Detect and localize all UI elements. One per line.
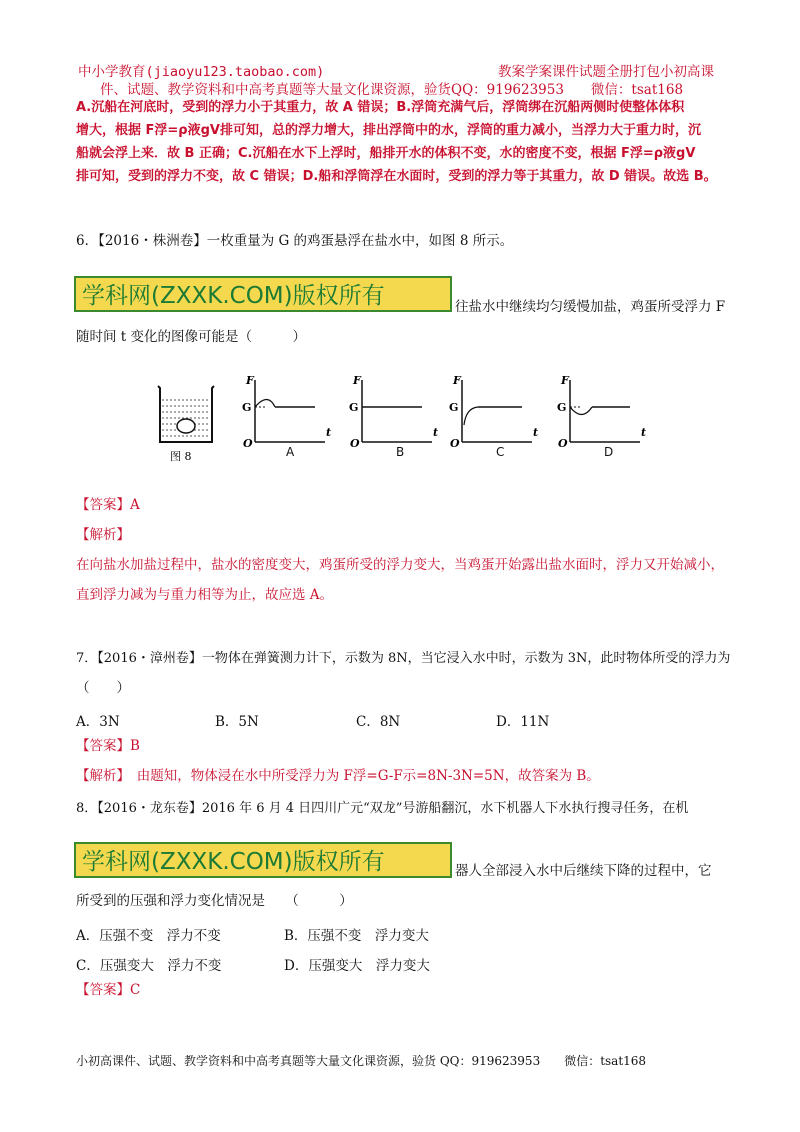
axis-G: G (242, 401, 252, 414)
axis-O: O (558, 437, 568, 450)
graph-label-A: A (286, 445, 295, 459)
q6-analysis-line: 在向盐水加盐过程中，盐水的密度变大，鸡蛋所受的浮力变大，当鸡蛋开始露出盐水面时，浮力又开始减小， (76, 557, 724, 573)
figure-caption: 图 8 (170, 450, 192, 463)
axis-F: F (353, 374, 361, 387)
graph-A (242, 374, 331, 450)
q7-option-A: A．3N (76, 714, 120, 730)
graph-label-C: C (496, 445, 505, 459)
header-left: 中小学教育(jiaoyu123.taobao.com) (78, 64, 325, 80)
q6-stem-line2: 往盐水中继续均匀缓慢加盐，鸡蛋所受浮力 F (455, 299, 726, 315)
egg-icon (177, 419, 195, 433)
graph-D (557, 374, 646, 450)
header-line2: 件、试题、教学资料和中高考真题等大量文化课资源，验货QQ：919623953 微信：tsat168 (100, 82, 684, 98)
q7-stem-line1: 7．【2016・漳州卷】一物体在弹簧测力计下，示数为 8N，当它浸入水中时，示数为 3N，此时物体所受的浮力为 (76, 651, 731, 666)
q8-option-C: C．压强变大 浮力不变 (76, 958, 222, 974)
q6-analysis-title: 【解析】 (76, 527, 130, 543)
q7-option-D: D．11N (496, 714, 550, 730)
axis-O: O (243, 437, 253, 450)
prev-solution-line: 增大，根据 F浮=ρ液gV排可知，总的浮力增大，排出浮筒中的水，浮筒的重力减小，当浮力大于重力时，沉 (76, 123, 701, 138)
q7-option-C: C．8N (356, 714, 401, 730)
watermark-banner: 学科网(ZXXK.COM)版权所有 (74, 276, 452, 312)
q6-analysis-line: 直到浮力减为与重力相等为止，故应选 A。 (76, 587, 334, 603)
axis-G: G (349, 401, 359, 414)
q8-stem-line2: 器人全部浸入水中后继续下降的过程中，它 (455, 863, 712, 879)
prev-solution-line: 排可知，受到的浮力不变，故 C 错误；D.船和浮筒浮在水面时，受到的浮力等于其重力，故 D 错误。故选 B。 (76, 169, 717, 184)
q8-option-D: D．压强变大 浮力变大 (284, 958, 430, 974)
q8-answer: 【答案】C (76, 982, 141, 998)
q6-stem-line1: 6．【2016・株洲卷】一枚重量为 G 的鸡蛋悬浮在盐水中，如图 8 所示。 (76, 233, 514, 249)
q8-option-A: A．压强不变 浮力不变 (76, 928, 221, 944)
q8-stem-line3: 所受到的压强和浮力变化情况是 （ ） (76, 893, 353, 909)
beaker-figure (158, 386, 214, 442)
graph-label-B: B (396, 445, 405, 459)
header-right: 教案学案课件试题全册打包小初高课 (498, 64, 714, 80)
q8-option-B: B．压强不变 浮力变大 (284, 928, 429, 944)
watermark-banner: 学科网(ZXXK.COM)版权所有 (74, 842, 452, 878)
axis-F: F (561, 374, 569, 387)
graph-C (449, 374, 538, 450)
q7-option-B: B．5N (215, 714, 259, 730)
footer-text: 小初高课件、试题、教学资料和中高考真题等大量文化课资源，验货 QQ：919623953 微信：tsat168 (76, 1054, 647, 1068)
axis-t: t (641, 426, 647, 439)
graph-B (349, 374, 438, 450)
q8-stem-line1: 8．【2016・龙东卷】2016 年 6 月 4 日四川广元“双龙”号游船翻沉，水下机器人下水执行搜寻任务，在机 (76, 801, 689, 816)
axis-G: G (557, 401, 567, 414)
q7-answer: 【答案】B (76, 738, 140, 754)
axis-t: t (326, 426, 332, 439)
axis-G: G (449, 401, 459, 414)
q6-answer: 【答案】A (76, 497, 140, 513)
q7-stem-line2: （ ） (76, 680, 130, 696)
prev-solution (76, 96, 717, 188)
axis-F: F (453, 374, 461, 387)
prev-solution-line: A.沉船在河底时，受到的浮力小于其重力，故 A 错误；B.浮筒充满气后，浮筒绑在沉船两侧时使整体体积 (76, 100, 685, 115)
axis-t: t (533, 426, 539, 439)
axis-F: F (246, 374, 254, 387)
axis-t: t (433, 426, 439, 439)
axis-O: O (450, 437, 460, 450)
q7-analysis: 【解析】 由题知，物体浸在水中所受浮力为 F浮=G-F示=8N-3N=5N，故答案为 B。 (76, 768, 600, 784)
axis-O: O (350, 437, 360, 450)
graph-label-D: D (604, 445, 614, 459)
prev-solution-line: 船就会浮上来．故 B 正确；C.沉船在水下上浮时，船排开水的体积不变，水的密度不变，根据 F浮=ρ液gV (76, 146, 696, 161)
q6-stem-line3: 随时间 t 变化的图像可能是（ ） (76, 329, 307, 345)
